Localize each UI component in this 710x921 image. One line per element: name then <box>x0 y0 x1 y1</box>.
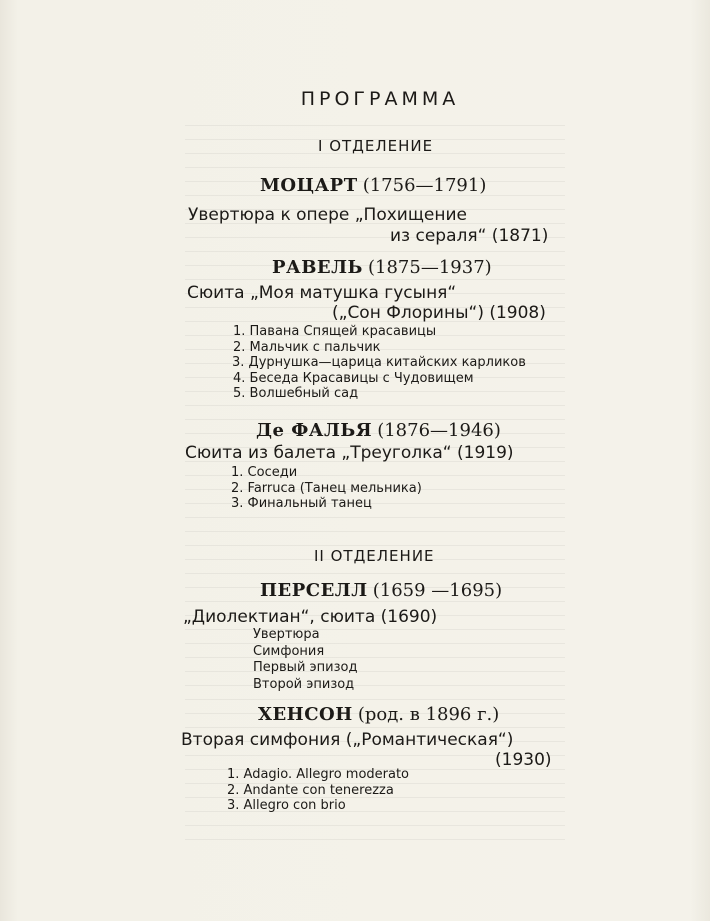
movement-item: 4. Беседа Красавицы с Чудовищем <box>233 370 474 386</box>
movement-item: 5. Волшебный сад <box>233 386 359 401</box>
composer-dates: (1876—1946) <box>377 420 501 441</box>
composer-dates: (1875—1937) <box>368 257 492 278</box>
part-2-heading: II ОТДЕЛЕНИЕ <box>314 547 435 565</box>
purcell-movements <box>253 627 357 693</box>
composer-hanson <box>258 704 499 725</box>
composer-name: Де ФАЛЬЯ <box>256 420 373 441</box>
movement-item: 1. Соседи <box>231 465 298 480</box>
composer-name: ХЕНСОН <box>258 704 353 725</box>
movement-item: 2. Мальчик с пальчик <box>233 339 381 355</box>
work-title-line1: „Диолектиан“, сюита (1690) <box>183 607 438 627</box>
composer-dates: (1659 —1695) <box>372 580 503 601</box>
work-title-line2: („Сон Флорины“) (1908) <box>332 303 546 323</box>
work-title-line1: Сюита „Моя матушка гусыня“ <box>187 283 457 303</box>
movement-item: Первый эпизод <box>253 660 358 675</box>
composer-dates: (1756—1791) <box>362 175 487 196</box>
work-title-line2: из сераля“ (1871) <box>390 226 549 246</box>
composer-name: ПЕРСЕЛЛ <box>260 580 368 601</box>
falla-movements <box>231 465 422 512</box>
ravel-movements <box>233 324 526 402</box>
movement-item: 3. Финальный танец <box>231 496 372 511</box>
part-1-heading: I ОТДЕЛЕНИЕ <box>318 137 434 155</box>
movement-item: Второй эпизод <box>253 676 355 692</box>
movement-item: 1. Павана Спящей красавицы <box>233 324 437 339</box>
work-title-line2: (1930) <box>495 750 552 770</box>
composer-dates: (род. в 1896 г.) <box>357 704 500 725</box>
work-title-line1: Увертюра к опере „Похищение <box>188 205 467 225</box>
composer-ravel <box>272 257 492 278</box>
program-title: ПРОГРАММА <box>300 88 460 110</box>
work-title-line1: Сюита из балета „Треуголка“ (1919) <box>185 443 514 463</box>
work-title-line1: Вторая симфония („Романтическая“) <box>181 730 514 750</box>
hanson-movements <box>227 767 409 814</box>
movement-item: 1. Adagio. Allegro moderato <box>227 767 410 782</box>
movement-item: 2. Farruca (Танец мельника) <box>231 480 422 496</box>
movement-item: 3. Allegro con brio <box>227 798 346 813</box>
movement-item: Увертюра <box>253 627 320 642</box>
composer-purcell <box>260 580 502 601</box>
composer-name: РАВЕЛЬ <box>272 257 363 278</box>
composer-name: МОЦАРТ <box>260 175 358 196</box>
movement-item: 2. Andante con tenerezza <box>227 782 394 798</box>
composer-falla <box>256 420 501 441</box>
movement-item: Симфония <box>253 643 325 659</box>
movement-item: 3. Дурнушка—царица китайских карликов <box>232 355 526 370</box>
composer-mozart <box>260 175 486 196</box>
